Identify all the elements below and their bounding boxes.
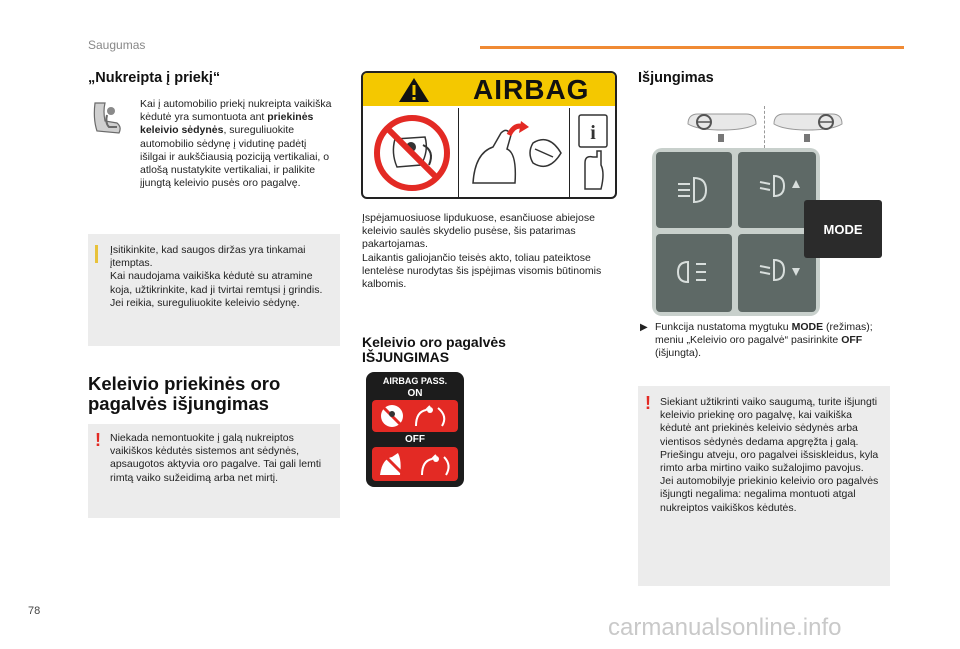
deactivation-warning-icon: ! <box>645 393 651 413</box>
warning-text: Niekada nemontuokite į galą nukreiptos vaikiškos kėdutės sistemos ant sėdynės, apsaugotos aktyvia oro pagalve. Tai gali lemti rimtą vaiko sužeidimą arba net mirtį. <box>110 432 322 484</box>
airbag-warning-label <box>361 71 617 199</box>
deactivation-warning-text: Siekiant užtikrinti vaiko saugumą, turite išjungti keleivio priekinę oro pagalvę, kai vaikiška kėdutė ant priekinės keleivio sėdynės arba vientisos sėdynės dedama apgręžta į galą. Priešingu atveju, oro pagalvei išsiskleidus, kyla rimto arba mirtino vaiko sužalojimo pavojus. Jei automobilyje priekinio keleivio oro pagalvės išjungti negalima: negalima montuoti atgal nukreiptos vaikiškos kėdutės. <box>660 396 879 514</box>
mode-button[interactable]: MODE <box>804 200 882 258</box>
child-seat-icon <box>89 99 127 141</box>
rhd-dashboard-icon <box>772 108 844 148</box>
info-note-text: Įsitikinkite, kad saugos diržas yra tinkamai įtemptas. Kai naudojama vaikiška kėdutė su atramine koja, užtikrinkite, kad ji tvirtai remtųsi į grindis. Jei reikia, sureguliuokite keleivio sėdynę. <box>110 244 323 309</box>
airbag-deployment-icon <box>463 113 567 193</box>
airbag-pass-title: AIRBAG PASS. <box>382 376 448 386</box>
forward-facing-paragraph: Kai į automobilio priekį nukreipta vaikiška kėdutė yra sumontuota ant priekinės keleivio sėdynės, sureguliuokite automobilio sėdynę į vidutinę padėtį išilgai ir aukščiausią poziciją vertikaliai, o atlošą nustatykite vertikaliai, ir palikite įjungtą keleivio pusės oro pagalvę. <box>140 98 332 190</box>
lhd-dashboard-icon <box>686 108 758 148</box>
deactivation-heading: Išjungimas <box>638 70 714 86</box>
watermark: carmanualsonline.info <box>608 614 842 641</box>
svg-text:i: i <box>590 122 596 144</box>
dashboard-divider <box>764 106 765 148</box>
passenger-airbag-off-heading: Keleivio oro pagalvės IŠJUNGIMAS <box>362 334 506 365</box>
info-marker <box>95 245 98 263</box>
off-label: OFF <box>405 434 425 445</box>
read-manual-icon <box>575 113 611 193</box>
on-label: ON <box>407 388 423 399</box>
header-accent-bar <box>480 46 904 49</box>
forward-facing-heading: „Nukreipta į priekį“ <box>88 70 221 86</box>
airbag-on-icons <box>372 400 458 432</box>
airbag-word: AIRBAG <box>473 74 590 105</box>
dashboard-button-panel <box>652 148 820 316</box>
airbag-pass-indicator <box>366 372 464 487</box>
mode-instruction-text: Funkcija nustatoma mygtuku MODE (režimas); meniu „Keleivio oro pagalvė“ pasirinkite OFF (išjungta). <box>655 321 873 360</box>
airbag-deactivation-heading: Keleivio priekinės oro pagalvės išjungimas <box>88 373 281 414</box>
airbag-off-icons <box>372 447 458 481</box>
bullet-arrow-icon: ▶ <box>640 322 648 333</box>
warning-triangle-icon <box>397 76 431 104</box>
no-rear-facing-seat-icon <box>369 111 455 195</box>
section-title: Saugumas <box>88 38 146 52</box>
page-number: 78 <box>28 605 41 617</box>
warning-exclamation-icon: ! <box>95 430 101 450</box>
sticker-caption: Įspėjamuosiuose lipdukuose, esančiuose abiejose keleivio saulės skydelio pusėse, šis patarimas pakartojamas. Laikantis galiojančio teisės akto, toliau pateiktose lentelėse nurodytas šis įspėjimas visomis būtinomis kalbomis. <box>362 212 602 291</box>
